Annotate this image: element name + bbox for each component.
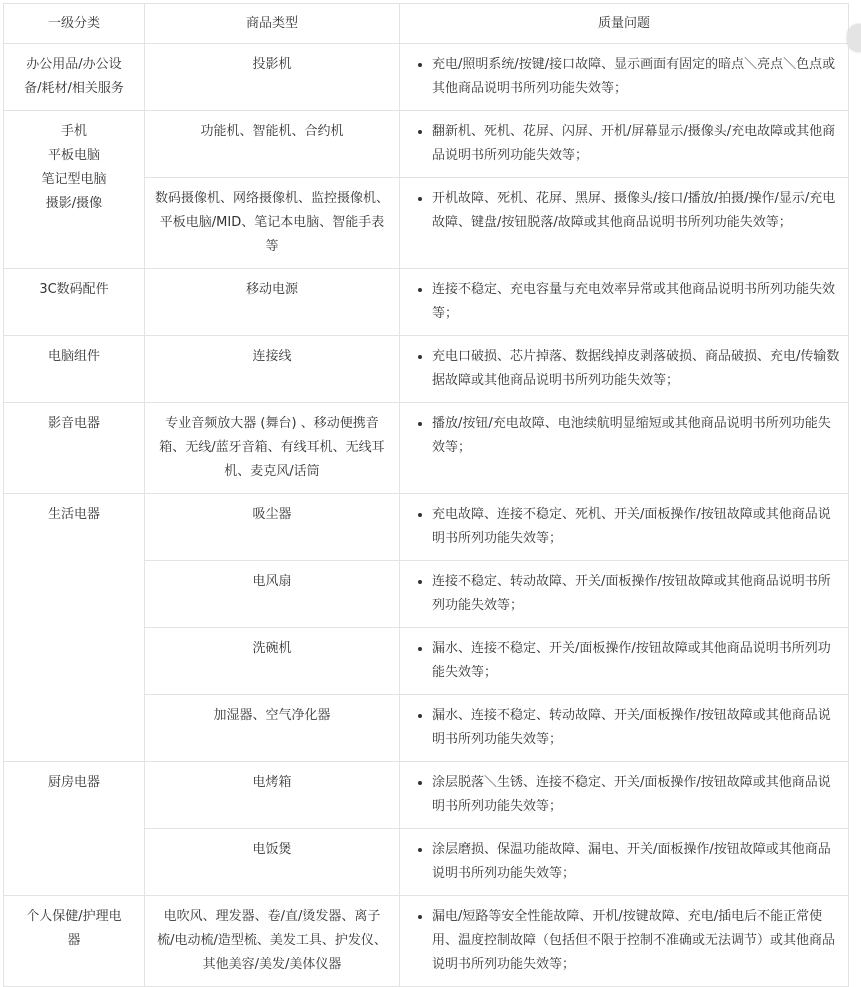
issue-cell	[400, 762, 849, 829]
issue-text: • 漏水、连接不稳定、开关/面板操作/按钮故障或其他商品说明书所列功能失效等；	[432, 637, 842, 685]
category-cell	[4, 44, 145, 111]
category-cell: 电脑组件	[4, 336, 145, 403]
table-row	[4, 494, 849, 561]
issue-text: • 漏电/短路等安全性能故障、开机/按键故障、充电/插电后不能正常使用、温度控制故障（包括但不限于控制不准确或无法调节）或其他商品说明书所列功能失效等；	[432, 905, 842, 977]
issue-cell	[400, 44, 849, 111]
issue-cell	[400, 336, 849, 403]
category-line: 办公用品/办公设	[26, 57, 122, 72]
table-row	[4, 269, 849, 336]
product-type-cell: 吸尘器	[145, 494, 400, 561]
issue-text: • 连接不稳定、转动故障、开关/面板操作/按钮故障或其他商品说明书所列功能失效等；	[432, 570, 842, 618]
product-type-cell: 洗碗机	[145, 628, 400, 695]
issue-text: • 充电故障、连接不稳定、死机、开关/面板操作/按钮故障或其他商品说明书所列功能失效等；	[432, 503, 842, 551]
issue-cell	[400, 628, 849, 695]
table-row	[4, 111, 849, 178]
table-row	[4, 403, 849, 494]
issue-cell	[400, 561, 849, 628]
product-type-cell: 电吹风、理发器、卷/直/烫发器、离子梳/电动梳/造型梳、美发工具、护发仪、其他美容/美发/美体仪器	[145, 896, 400, 987]
header-row	[4, 4, 849, 44]
category-cell	[4, 111, 145, 269]
issue-text: • 充电口破损、芯片掉落、数据线掉皮剥落破损、商品破损、充电/传输数据故障或其他商品说明书所列功能失效等；	[432, 345, 842, 393]
issue-cell	[400, 178, 849, 269]
issue-cell	[400, 403, 849, 494]
category-line: 器	[67, 933, 81, 948]
category-line: 手机	[60, 124, 87, 139]
category-cell: 3C数码配件	[4, 269, 145, 336]
table-row	[4, 762, 849, 829]
category-cell	[4, 896, 145, 987]
issue-text: • 涂层磨损、保温功能故障、漏电、开关/面板操作/按钮故障或其他商品说明书所列功能失效等；	[432, 838, 842, 886]
issue-cell	[400, 269, 849, 336]
issue-cell	[400, 695, 849, 762]
issue-text: • 涂层脱落＼生锈、连接不稳定、开关/面板操作/按钮故障或其他商品说明书所列功能失效等；	[432, 771, 842, 819]
header-quality-issue: 质量问题	[400, 4, 849, 44]
product-type-cell: 电风扇	[145, 561, 400, 628]
category-line: 平板电脑	[47, 148, 100, 163]
issue-text: • 充电/照明系统/按键/接口故障、显示画面有固定的暗点＼亮点＼色点或其他商品说明书所列功能失效等；	[432, 53, 842, 101]
product-type-cell: 数码摄像机、网络摄像机、监控摄像机、平板电脑/MID、笔记本电脑、智能手表等	[145, 178, 400, 269]
product-type-cell: 电烤箱	[145, 762, 400, 829]
issue-cell	[400, 494, 849, 561]
product-type-cell: 移动电源	[145, 269, 400, 336]
table-row	[4, 44, 849, 111]
category-line: 个人保健/护理电	[26, 909, 122, 924]
category-line: 备/耗材/相关服务	[24, 81, 124, 96]
product-type-cell: 专业音频放大器 (舞台) 、移动便携音箱、无线/蓝牙音箱、有线耳机、无线耳机、麦克风/话筒	[145, 403, 400, 494]
issue-text: • 播放/按钮/充电故障、电池续航明显缩短或其他商品说明书所列功能失效等；	[432, 412, 842, 460]
product-type-cell: 投影机	[145, 44, 400, 111]
issue-cell	[400, 829, 849, 896]
product-type-cell: 功能机、智能机、合约机	[145, 111, 400, 178]
table-row	[4, 336, 849, 403]
category-line: 摄影/摄像	[45, 196, 103, 211]
table-row	[4, 896, 849, 987]
issue-text: • 漏水、连接不稳定、转动故障、开关/面板操作/按钮故障或其他商品说明书所列功能失效等；	[432, 704, 842, 752]
issue-cell	[400, 896, 849, 987]
scroll-handle[interactable]	[847, 24, 861, 52]
product-type-cell: 加湿器、空气净化器	[145, 695, 400, 762]
issue-text: • 连接不稳定、充电容量与充电效率异常或其他商品说明书所列功能失效等；	[432, 278, 842, 326]
product-type-cell: 连接线	[145, 336, 400, 403]
issue-text: • 开机故障、死机、花屏、黑屏、摄像头/接口/播放/拍摄/操作/显示/充电故障、键盘/按钮脱落/故障或其他商品说明书所列功能失效等；	[432, 187, 842, 235]
category-line: 笔记型电脑	[41, 172, 107, 187]
header-category: 一级分类	[4, 4, 145, 44]
category-cell: 厨房电器	[4, 762, 145, 896]
header-product-type: 商品类型	[145, 4, 400, 44]
product-type-cell: 电饭煲	[145, 829, 400, 896]
issue-text: • 翻新机、死机、花屏、闪屏、开机/屏幕显示/摄像头/充电故障或其他商品说明书所列功能失效等；	[432, 120, 842, 168]
quality-table	[3, 3, 849, 987]
category-cell: 影音电器	[4, 403, 145, 494]
issue-cell	[400, 111, 849, 178]
category-cell: 生活电器	[4, 494, 145, 762]
